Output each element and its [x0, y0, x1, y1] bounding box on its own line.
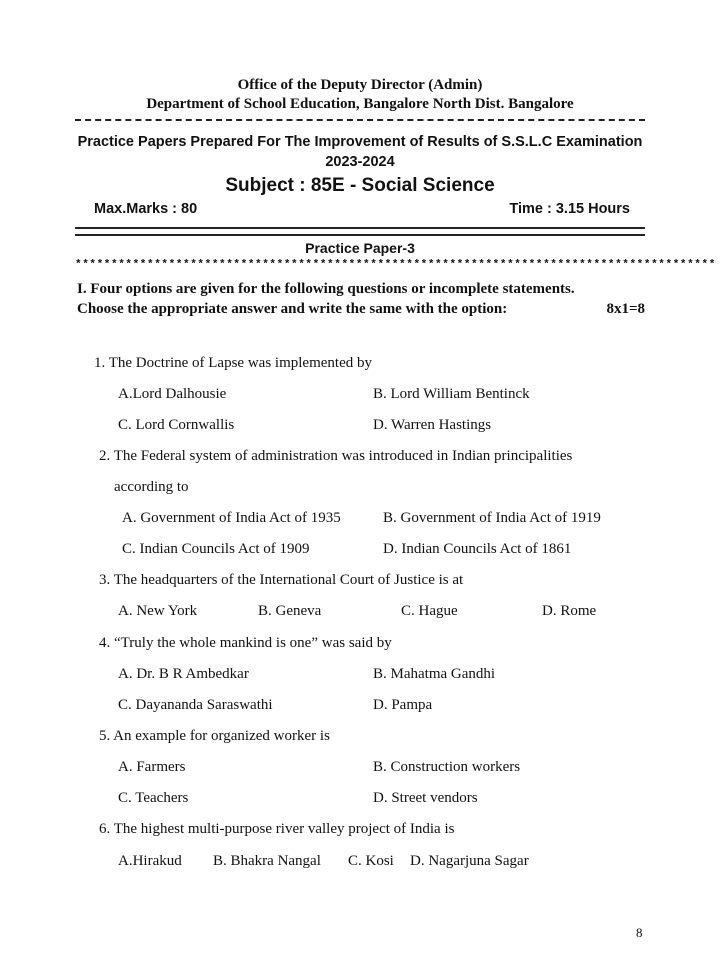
question-5-option-a: A. Farmers	[118, 759, 186, 775]
question-3: 3. The headquarters of the International Court of Justice is at	[99, 572, 464, 588]
instruction-line-1: I. Four options are given for the following questions or incomplete statements.	[77, 281, 575, 297]
question-3-option-d: D. Rome	[542, 603, 597, 619]
question-4-option-d: D. Pampa	[373, 697, 433, 713]
question-4-option-b: B. Mahatma Gandhi	[373, 666, 496, 682]
exam-time: Time : 3.15 Hours	[509, 201, 630, 217]
question-5: 5. An example for organized worker is	[99, 728, 330, 744]
question-2-option-c: C. Indian Councils Act of 1909	[122, 541, 310, 557]
subject-title: Subject : 85E - Social Science	[225, 175, 495, 196]
question-6-option-c: C. Kosi	[348, 853, 394, 869]
question-6-option-d: D. Nagarjuna Sagar	[410, 853, 529, 869]
question-6-option-b: B. Bhakra Nangal	[213, 853, 321, 869]
star-divider: *****************************************************************************************	[75, 259, 716, 271]
question-3-option-b: B. Geneva	[258, 603, 322, 619]
page-number: 8	[636, 925, 643, 940]
office-heading: Office of the Deputy Director (Admin)	[237, 77, 483, 93]
question-2: 2. The Federal system of administration was introduced in Indian principalities	[99, 448, 573, 464]
question-5-option-d: D. Street vendors	[373, 790, 478, 806]
question-2-continued: according to	[114, 479, 189, 495]
paper-number: Practice Paper-3	[305, 240, 415, 256]
question-2-option-d: D. Indian Councils Act of 1861	[383, 541, 572, 557]
question-6: 6. The highest multi-purpose river valley project of India is	[99, 821, 455, 837]
question-3-option-a: A. New York	[118, 603, 198, 619]
question-4-option-a: A. Dr. B R Ambedkar	[118, 666, 249, 682]
question-1-option-a: A.Lord Dalhousie	[118, 386, 227, 402]
practice-papers-title: Practice Papers Prepared For The Improvement of Results of S.S.L.C Examination	[77, 134, 643, 150]
question-4-option-c: C. Dayananda Saraswathi	[118, 697, 273, 713]
instruction-line-2: Choose the appropriate answer and write the same with the option:	[77, 301, 508, 317]
question-1: 1. The Doctrine of Lapse was implemented by	[94, 355, 372, 371]
question-4: 4. “Truly the whole mankind is one” was said by	[99, 635, 392, 651]
question-1-option-b: B. Lord William Bentinck	[373, 386, 530, 402]
question-2-option-b: B. Government of India Act of 1919	[383, 510, 601, 526]
question-5-option-c: C. Teachers	[118, 790, 189, 806]
question-1-option-c: C. Lord Cornwallis	[118, 417, 235, 433]
question-3-option-c: C. Hague	[401, 603, 458, 619]
question-6-option-a: A.Hirakud	[118, 853, 182, 869]
double-divider	[75, 227, 645, 236]
question-1-option-d: D. Warren Hastings	[373, 417, 492, 433]
question-2-option-a: A. Government of India Act of 1935	[122, 510, 341, 526]
academic-year: 2023-2024	[325, 154, 395, 170]
section-marks: 8x1=8	[606, 301, 645, 317]
department-heading: Department of School Education, Bangalore North Dist. Bangalore	[146, 96, 574, 112]
dashed-divider	[75, 119, 645, 125]
max-marks: Max.Marks : 80	[94, 201, 198, 217]
question-5-option-b: B. Construction workers	[373, 759, 521, 775]
